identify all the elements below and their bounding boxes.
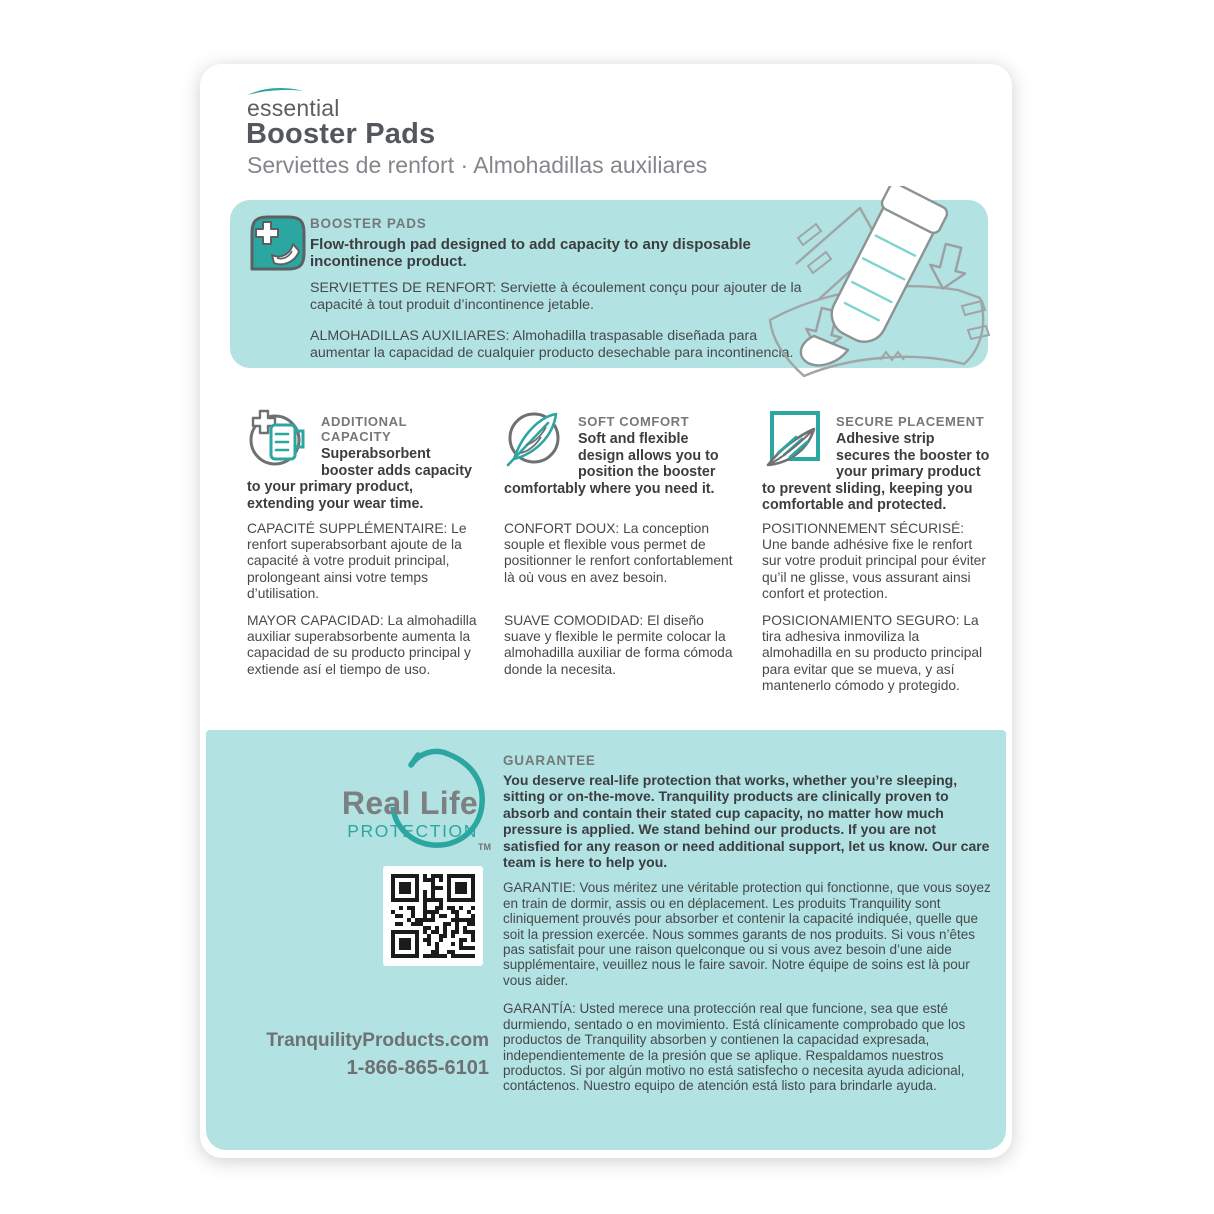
capacity-measuring-cup-icon (247, 407, 309, 469)
guarantee-text-es: GARANTÍA: Usted merece una protección real que funcione, sea que esté durmiendo, sentado o en movimiento. Está clínicamente comprobado que los productos de Tranquility absorben y contienen la capacidad expresada, independientemente de la presión que se aplique. Respaldamos nuestros productos. Si por algún motivo no está satisfecho o necesita ayuda adicional, contáctenos. Nuestro equipo de atención está listo para brindarle ayuda. (503, 1001, 966, 1094)
adhesive-strip-icon (762, 407, 824, 469)
feature-lead: Adhesive strip secures the booster to your primary product to prevent sliding, keeping you comfortable and protected. (762, 431, 990, 514)
hero-lead: Flow-through pad designed to add capacity to any disposable incontinence product. (310, 236, 751, 270)
feather-icon (504, 407, 566, 469)
booster-shield-icon (246, 211, 310, 275)
feature-text-fr: POSITIONNEMENT SÉCURISÉ: Une bande adhésive fixe le renfort sur votre produit principal pour éviter qu’il ne glisse, vous assurant ainsi confort et protection. (762, 521, 986, 601)
feature-lead: Soft and flexible design allows you to position the booster comfortably where you need it. (504, 431, 719, 497)
hero-heading: BOOSTER PADS (310, 216, 427, 231)
real-life-text: Real Life (341, 785, 478, 821)
feature-text-fr: CAPACITÉ SUPPLÉMENTAIRE: Le renfort superabsorbant ajoute de la capacité à votre produit principal, prolongeant ainsi votre temps d’utilisation. (247, 521, 467, 601)
feature-secure-placement (762, 406, 992, 706)
product-title: Booster Pads (246, 118, 436, 150)
guarantee-text-fr: GARANTIE: Vous méritez une véritable protection qui fonctionne, que vous soyez en train de dormir, assis ou en déplacement. Les produits Tranquility sont cliniquement prouvés pour absorber et contenir la capacité indiquée, quelle que soit la pression exercée. Nous sommes garants de nos produits. Si vous n’êtes pas satisfait pour une raison quelconque ou si vous avez besoin d’une aide supplémentaire, veuillez nous le faire savoir. Notre équipe de soins est là pour vous aider. (503, 880, 991, 988)
feature-heading: ADDITIONAL CAPACITY (321, 414, 407, 444)
qr-code (383, 866, 483, 966)
phone-text: 1-866-865-6101 (346, 1057, 489, 1079)
website-text: TranquilityProducts.com (266, 1030, 489, 1051)
trademark-symbol: TM (478, 842, 491, 852)
guarantee-text-en: You deserve real-life protection that works, whether you’re sleeping, sitting or on-the-move. Tranquility products are clinically proven to absorb and contain their stated cup capacity, no matter how much pressure is applied. We stand behind our products. If you are not satisfied for any reason or need additional support, let us know. Our care team is here to help you. (503, 772, 990, 871)
product-card (200, 64, 1012, 1158)
contact-block (230, 1030, 489, 1080)
feature-additional-capacity (247, 406, 477, 706)
hero-panel (230, 200, 988, 368)
product-subtitle: Serviettes de renfort · Almohadillas auxiliares (247, 152, 708, 178)
feature-heading: SECURE PLACEMENT (836, 414, 985, 429)
feature-soft-comfort (504, 406, 734, 706)
hero-text-es: ALMOHADILLAS AUXILIARES: Almohadilla traspasable diseñada para aumentar la capacidad de cualquier producto desechable para incontinencia. (310, 328, 794, 361)
feature-text-fr: CONFORT DOUX: La conception souple et flexible vous permet de positionner le renfort confortablement là où vous en avez besoin. (504, 521, 733, 585)
brand-logo: essential (247, 95, 340, 121)
protection-text: PROTECTION (347, 821, 478, 841)
pad-placement-illustration (762, 186, 994, 382)
real-life-protection-logo (266, 786, 478, 842)
feature-heading: SOFT COMFORT (578, 414, 690, 429)
feature-text-es: SUAVE COMODIDAD: El diseño suave y flexible le permite colocar la almohadilla auxiliar de forma cómoda donde la necesita. (504, 613, 733, 677)
feature-text-es: MAYOR CAPACIDAD: La almohadilla auxiliar superabsorbente aumenta la capacidad de su producto principal y extiende así el tiempo de uso. (247, 613, 477, 677)
feature-text-es: POSICIONAMIENTO SEGURO: La tira adhesiva inmoviliza la almohadilla en su producto principal para evitar que se mueva, y así mantenerlo cómodo y protegido. (762, 613, 983, 693)
guarantee-panel (206, 730, 1006, 1150)
guarantee-heading: GUARANTEE (503, 753, 596, 768)
hero-text-fr: SERVIETTES DE RENFORT: Serviette à écoulement conçu pour ajouter de la capacité à tout produit d’incontinence jetable. (310, 280, 802, 313)
feature-lead: Superabsorbent booster adds capacity to your primary product, extending your wear time. (247, 446, 472, 512)
